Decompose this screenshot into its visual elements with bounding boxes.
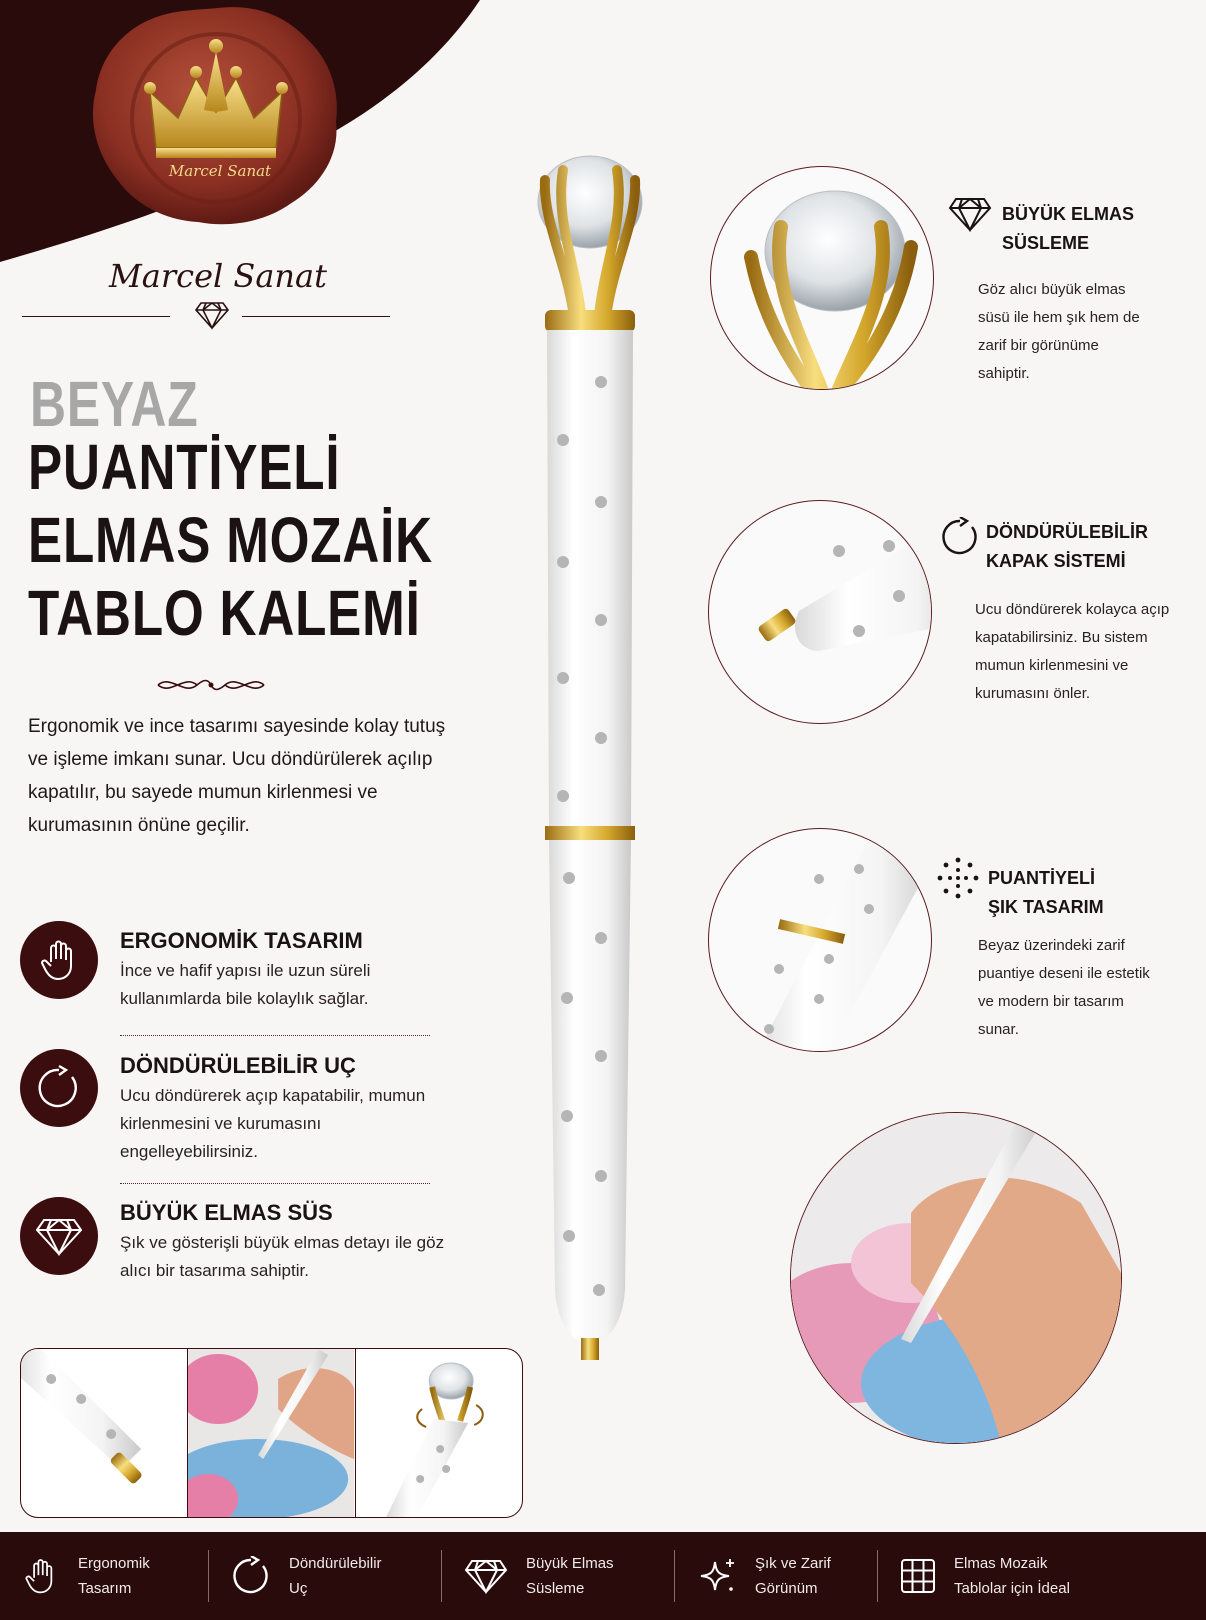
- rotate-icon: [231, 1556, 271, 1596]
- diamond-closeup-image: [711, 167, 933, 389]
- footer-bar: [0, 1532, 1206, 1620]
- gallery-image-tip: [21, 1349, 188, 1517]
- detail-circle-diamond: [710, 166, 934, 390]
- footer-item-diamond: [442, 1547, 674, 1605]
- detail-desc-3: Beyaz üzerindeki zarif puantiye deseni ile estetik ve modern bir tasarım sunar.: [978, 937, 1150, 1038]
- detail-circle-tip: [708, 500, 932, 724]
- feature-icon-circle-1: [20, 921, 98, 999]
- product-gallery: [20, 1348, 523, 1518]
- diamond-icon: [464, 1558, 508, 1594]
- gallery-image-crown: [356, 1349, 522, 1517]
- footer-item-mosaic: [878, 1547, 1138, 1605]
- footer-label-4a: Şık ve Zarif: [755, 1555, 831, 1572]
- rotate-icon: [940, 517, 980, 557]
- ornament-divider: [156, 674, 266, 696]
- diamond-icon: [36, 1216, 82, 1256]
- detail-title-3: PUANTİYELİ ŞIK TASARIM: [988, 868, 1104, 917]
- grid-icon: [900, 1558, 936, 1594]
- hand-using-pen-image: [791, 1113, 1121, 1443]
- gallery-image-usage: [188, 1349, 355, 1517]
- footer-label-3a: Büyük Elmas: [526, 1555, 614, 1572]
- diamond-icon: [948, 196, 992, 232]
- detail-circle-dots: [708, 828, 932, 1052]
- footer-item-ergonomic: [0, 1547, 208, 1605]
- feature-icon-circle-2: [20, 1049, 98, 1127]
- sparkle-icon: [697, 1556, 737, 1596]
- feature-divider-1: [120, 1035, 430, 1036]
- detail-desc-1: Göz alıcı büyük elmas süsü ile hem şık hem de zarif bir görünüme sahiptir.: [978, 281, 1140, 382]
- brand-rule-left: [22, 316, 170, 317]
- rotate-icon: [36, 1065, 82, 1111]
- seal-text: Marcel Sanat: [168, 162, 272, 180]
- hand-icon: [37, 938, 81, 982]
- footer-item-rotate: [209, 1547, 441, 1605]
- pen-body-closeup-image: [709, 829, 931, 1051]
- footer-label-1a: Ergonomik: [78, 1555, 150, 1572]
- feature-title-2: DÖNDÜRÜLEBİLİR UÇ: [120, 1053, 356, 1078]
- brand-name: Marcel Sanat: [109, 257, 327, 295]
- detail-title-1: BÜYÜK ELMAS SÜSLEME: [1002, 204, 1135, 253]
- footer-label-2a: Döndürülebilir: [289, 1555, 382, 1572]
- footer-label-5b: Tablolar için İdeal: [954, 1580, 1070, 1597]
- brand-rule-right: [242, 316, 390, 317]
- dots-icon: [936, 856, 980, 900]
- footer-label-5a: Elmas Mozaik: [954, 1555, 1048, 1572]
- feature-desc-3: Şık ve gösterişli büyük elmas detayı ile göz alıcı bir tasarıma sahiptir.: [120, 1233, 445, 1280]
- footer-item-elegant: [675, 1547, 877, 1605]
- feature-title-3: BÜYÜK ELMAS SÜS: [120, 1200, 333, 1225]
- usage-circle-image: [790, 1112, 1122, 1444]
- footer-label-1b: Tasarım: [78, 1580, 132, 1597]
- feature-icon-circle-3: [20, 1197, 98, 1275]
- hero-title-line2: PUANTİYELİ: [28, 431, 341, 503]
- diamond-icon: [195, 300, 229, 330]
- wax-seal-logo: [78, 0, 358, 230]
- pen-image: [535, 150, 645, 1410]
- hero-title-line3: ELMAS MOZAİK: [28, 504, 433, 576]
- footer-label-2b: Uç: [289, 1580, 308, 1597]
- footer-label-3b: Süsleme: [526, 1580, 585, 1597]
- feature-desc-1: İnce ve hafif yapısı ile uzun süreli kullanımlarda bile kolaylık sağlar.: [120, 961, 371, 1008]
- feature-desc-2: Ucu döndürerek açıp kapatabilir, mumun kirlenmesini ve kurumasını engelleyebilirsiniz.: [120, 1086, 426, 1161]
- hand-icon: [22, 1556, 60, 1596]
- hero-title-line1: BEYAZ: [30, 368, 199, 440]
- detail-title-2: DÖNDÜRÜLEBİLİR KAPAK SİSTEMİ: [986, 522, 1148, 571]
- pen-tip-closeup-image: [709, 501, 931, 723]
- hero-title-line4: TABLO KALEMİ: [28, 577, 421, 649]
- feature-divider-2: [120, 1183, 430, 1184]
- intro-text: Ergonomik ve ince tasarımı sayesinde kolay tutuş ve işleme imkanı sunar. Ucu döndürülerek açılıp kapatılır, bu sayede mumun kirlenmesi ve kurumasının önüne geçilir.: [28, 716, 446, 836]
- feature-title-1: ERGONOMİK TASARIM: [120, 928, 363, 953]
- detail-desc-2: Ucu döndürerek kolayca açıp kapatabilirsiniz. Bu sistem mumun kirlenmesini ve kurumasını önler.: [975, 601, 1170, 702]
- footer-label-4b: Görünüm: [755, 1580, 818, 1597]
